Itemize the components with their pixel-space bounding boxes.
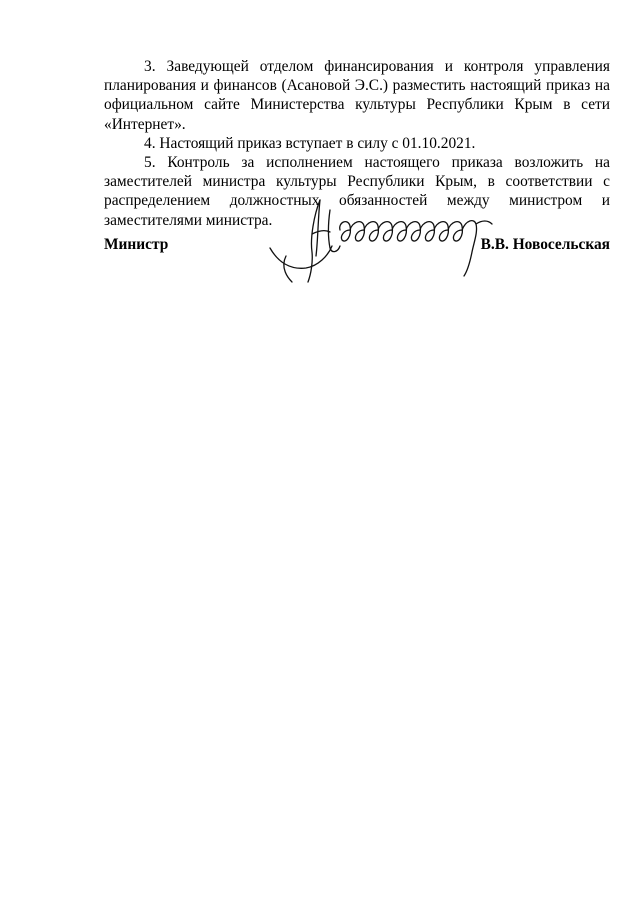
handwritten-signature bbox=[268, 190, 504, 290]
paragraph-3: 3. Заведующей отделом финансирования и контроля управления планирования и финансов (Асановой Э.С.) разместить настоящий приказ на официальном сайте Министерства культуры Республики Крым в сети «Интернет». bbox=[104, 58, 610, 133]
paragraph-4: 4. Настоящий приказ вступает в силу с 01.10.2021. bbox=[144, 134, 476, 152]
signatory-name: В.В. Новосельская bbox=[480, 236, 610, 253]
paragraph-5: 5. Контроль за исполнением настоящего приказа возложить на заместителей министра культуры Республики Крым, в соответствии с распределением должностных обязанностей между министром и заместителями министра. bbox=[104, 154, 610, 229]
signatory-title: Министр bbox=[104, 236, 169, 253]
